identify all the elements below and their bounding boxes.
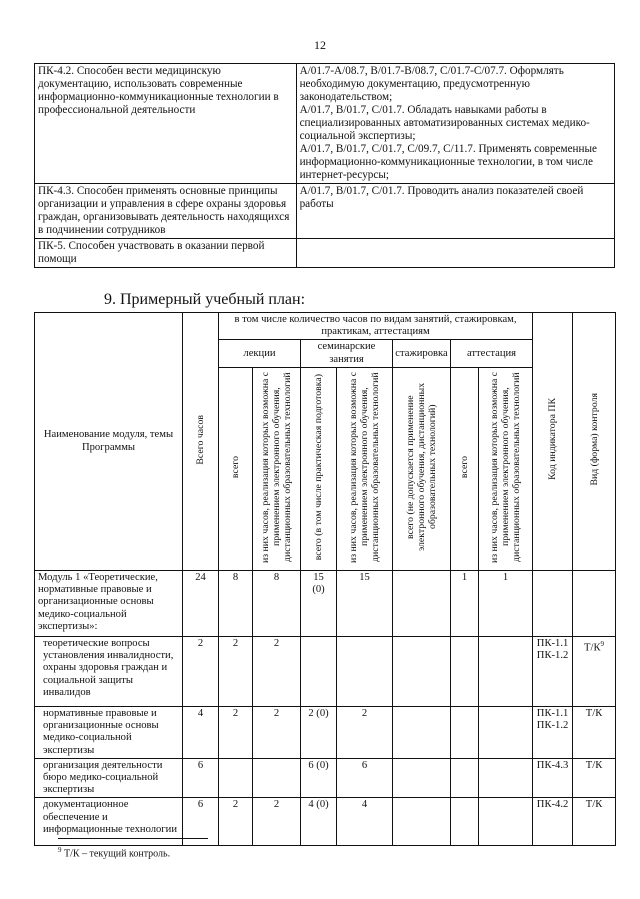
- cell-lect: 2: [219, 707, 253, 759]
- competency-functions: [296, 239, 614, 268]
- cell-sem: 15 (0): [301, 571, 337, 637]
- cell-att-dist: [479, 798, 533, 846]
- cell-lect-dist: 8: [253, 571, 301, 637]
- header-total-hours: Всего часов: [183, 313, 219, 571]
- competency-row: [35, 239, 615, 268]
- cell-total: 6: [183, 798, 219, 846]
- cell-sem-dist: 15: [337, 571, 393, 637]
- header-module-name: Наименование модуля, темы Программы: [35, 313, 183, 571]
- competency-code-desc: ПК-4.3. Способен применять основные принципы организации и управления в сфере охраны здоровья граждан, организовывать деятельность находящихся в подчинении сотрудников: [35, 184, 297, 239]
- cell-sem-dist: 4: [337, 798, 393, 846]
- cell-lect: [219, 758, 253, 798]
- cell-att-dist: [479, 758, 533, 798]
- header-lect-dist: из них часов, реализация которых возможна с применением электронного обучения, дистанционных образовательных технологий: [253, 367, 301, 570]
- cell-att: [451, 798, 479, 846]
- footnote-ref: 9: [600, 640, 605, 649]
- cell-indicator: ПК-1.1 ПК-1.2: [533, 637, 573, 707]
- curriculum-title: 9. Примерный учебный план:: [104, 291, 306, 308]
- cell-lect: 8: [219, 571, 253, 637]
- header-indicator: Код индикатора ПК: [533, 313, 573, 571]
- cell-att-dist: [479, 707, 533, 759]
- footnote-text: Т/К – текущий контроль.: [61, 848, 171, 860]
- cell-indicator: [533, 571, 573, 637]
- cell-total: 6: [183, 758, 219, 798]
- cell-control: [573, 637, 616, 707]
- cell-intern: [393, 798, 451, 846]
- header-att-dist: из них часов, реализация которых возможна с применением электронного обучения, дистанционных образовательных технологий: [479, 367, 533, 570]
- cell-total: 24: [183, 571, 219, 637]
- cell-sem: [301, 637, 337, 707]
- cell-sem-dist: [337, 637, 393, 707]
- cell-sem: 4 (0): [301, 798, 337, 846]
- footnote-mark: 9: [58, 846, 62, 854]
- header-seminars: семинарские занятия: [301, 340, 393, 367]
- cell-indicator: ПК-1.1 ПК-1.2: [533, 707, 573, 759]
- cell-sem-dist: 2: [337, 707, 393, 759]
- cell-intern: [393, 571, 451, 637]
- curriculum-table: [34, 312, 616, 846]
- header-att-total: всего: [451, 367, 479, 570]
- cell-name: нормативные правовые и организационные основы медико-социальной экспертизы: [35, 707, 183, 759]
- competency-functions: А/01.7-А/08.7, В/01.7-В/08.7, С/01.7-С/07.7. Оформлять необходимую документацию, предусмотренную законодательством; А/01.7, В/01.7, С/01.7. Обладать навыками работы в специализированных автоматизированных системах медико-социальной экспертизы; А/01.7, В/01.7, С/01.7, С/09.7, С/11.7. Применять современные информационно-коммуникационные технологии, в том числе интернет-ресурсы;: [296, 64, 614, 184]
- footnote-divider: [58, 838, 208, 839]
- competency-row: [35, 184, 615, 239]
- competency-code-desc: ПК-4.2. Способен вести медицинскую документацию, использовать современные информационно-коммуникационные технологии в профессиональной деятельности: [35, 64, 297, 184]
- cell-att: [451, 707, 479, 759]
- cell-total: 4: [183, 707, 219, 759]
- cell-intern: [393, 637, 451, 707]
- header-lect-total: всего: [219, 367, 253, 570]
- cell-intern: [393, 758, 451, 798]
- header-intern-total: всего (не допускается применение электронного обучения, дистанционных образовательных технологий): [393, 367, 451, 570]
- cell-name: организация деятельности бюро медико-социальной экспертизы: [35, 758, 183, 798]
- header-lectures: лекции: [219, 340, 301, 367]
- cell-att: 1: [451, 571, 479, 637]
- cell-control: Т/К: [573, 707, 616, 759]
- cell-control: Т/К: [573, 758, 616, 798]
- cell-lect-dist: 2: [253, 637, 301, 707]
- cell-att-dist: [479, 637, 533, 707]
- cell-lect: 2: [219, 798, 253, 846]
- competency-table: [34, 63, 615, 268]
- competency-row: [35, 64, 615, 184]
- cell-att-dist: 1: [479, 571, 533, 637]
- table-row: [35, 571, 616, 637]
- cell-name: теоретические вопросы установления инвалидности, охраны здоровья граждан и социальной защиты инвалидов: [35, 637, 183, 707]
- header-sem-dist: из них часов, реализация которых возможна с применением электронного обучения, дистанционных образовательных технологий: [337, 367, 393, 570]
- table-row: [35, 707, 616, 759]
- footnote: [58, 846, 170, 859]
- cell-control: [573, 571, 616, 637]
- cell-indicator: ПК-4.2: [533, 798, 573, 846]
- cell-name: документационное обеспечение и информационные технологии: [35, 798, 183, 846]
- header-attestation: аттестация: [451, 340, 533, 367]
- cell-lect-dist: 2: [253, 798, 301, 846]
- cell-sem-dist: 6: [337, 758, 393, 798]
- competency-functions: А/01.7, В/01.7, С/01.7. Проводить анализ показателей своей работы: [296, 184, 614, 239]
- cell-indicator: ПК-4.3: [533, 758, 573, 798]
- cell-lect: 2: [219, 637, 253, 707]
- control-value: Т/К: [584, 642, 601, 654]
- cell-att: [451, 758, 479, 798]
- page-number: 12: [314, 38, 326, 52]
- header-internship: стажировка: [393, 340, 451, 367]
- cell-sem: 6 (0): [301, 758, 337, 798]
- competency-code-desc: ПК-5. Способен участвовать в оказании первой помощи: [35, 239, 297, 268]
- cell-total: 2: [183, 637, 219, 707]
- header-control: Вид (форма) контроля: [573, 313, 616, 571]
- cell-control: Т/К: [573, 798, 616, 846]
- cell-att: [451, 637, 479, 707]
- cell-sem: 2 (0): [301, 707, 337, 759]
- table-row: [35, 758, 616, 798]
- cell-lect-dist: [253, 758, 301, 798]
- table-row: [35, 637, 616, 707]
- header-activity-group: в том числе количество часов по видам занятий, стажировкам, практикам, аттестациям: [219, 313, 533, 340]
- cell-intern: [393, 707, 451, 759]
- header-sem-total: всего (в том числе практическая подготовка): [301, 367, 337, 570]
- cell-name: Модуль 1 «Теоретические, нормативные правовые и организационные основы медико-социальной экспертизы»:: [35, 571, 183, 637]
- cell-lect-dist: 2: [253, 707, 301, 759]
